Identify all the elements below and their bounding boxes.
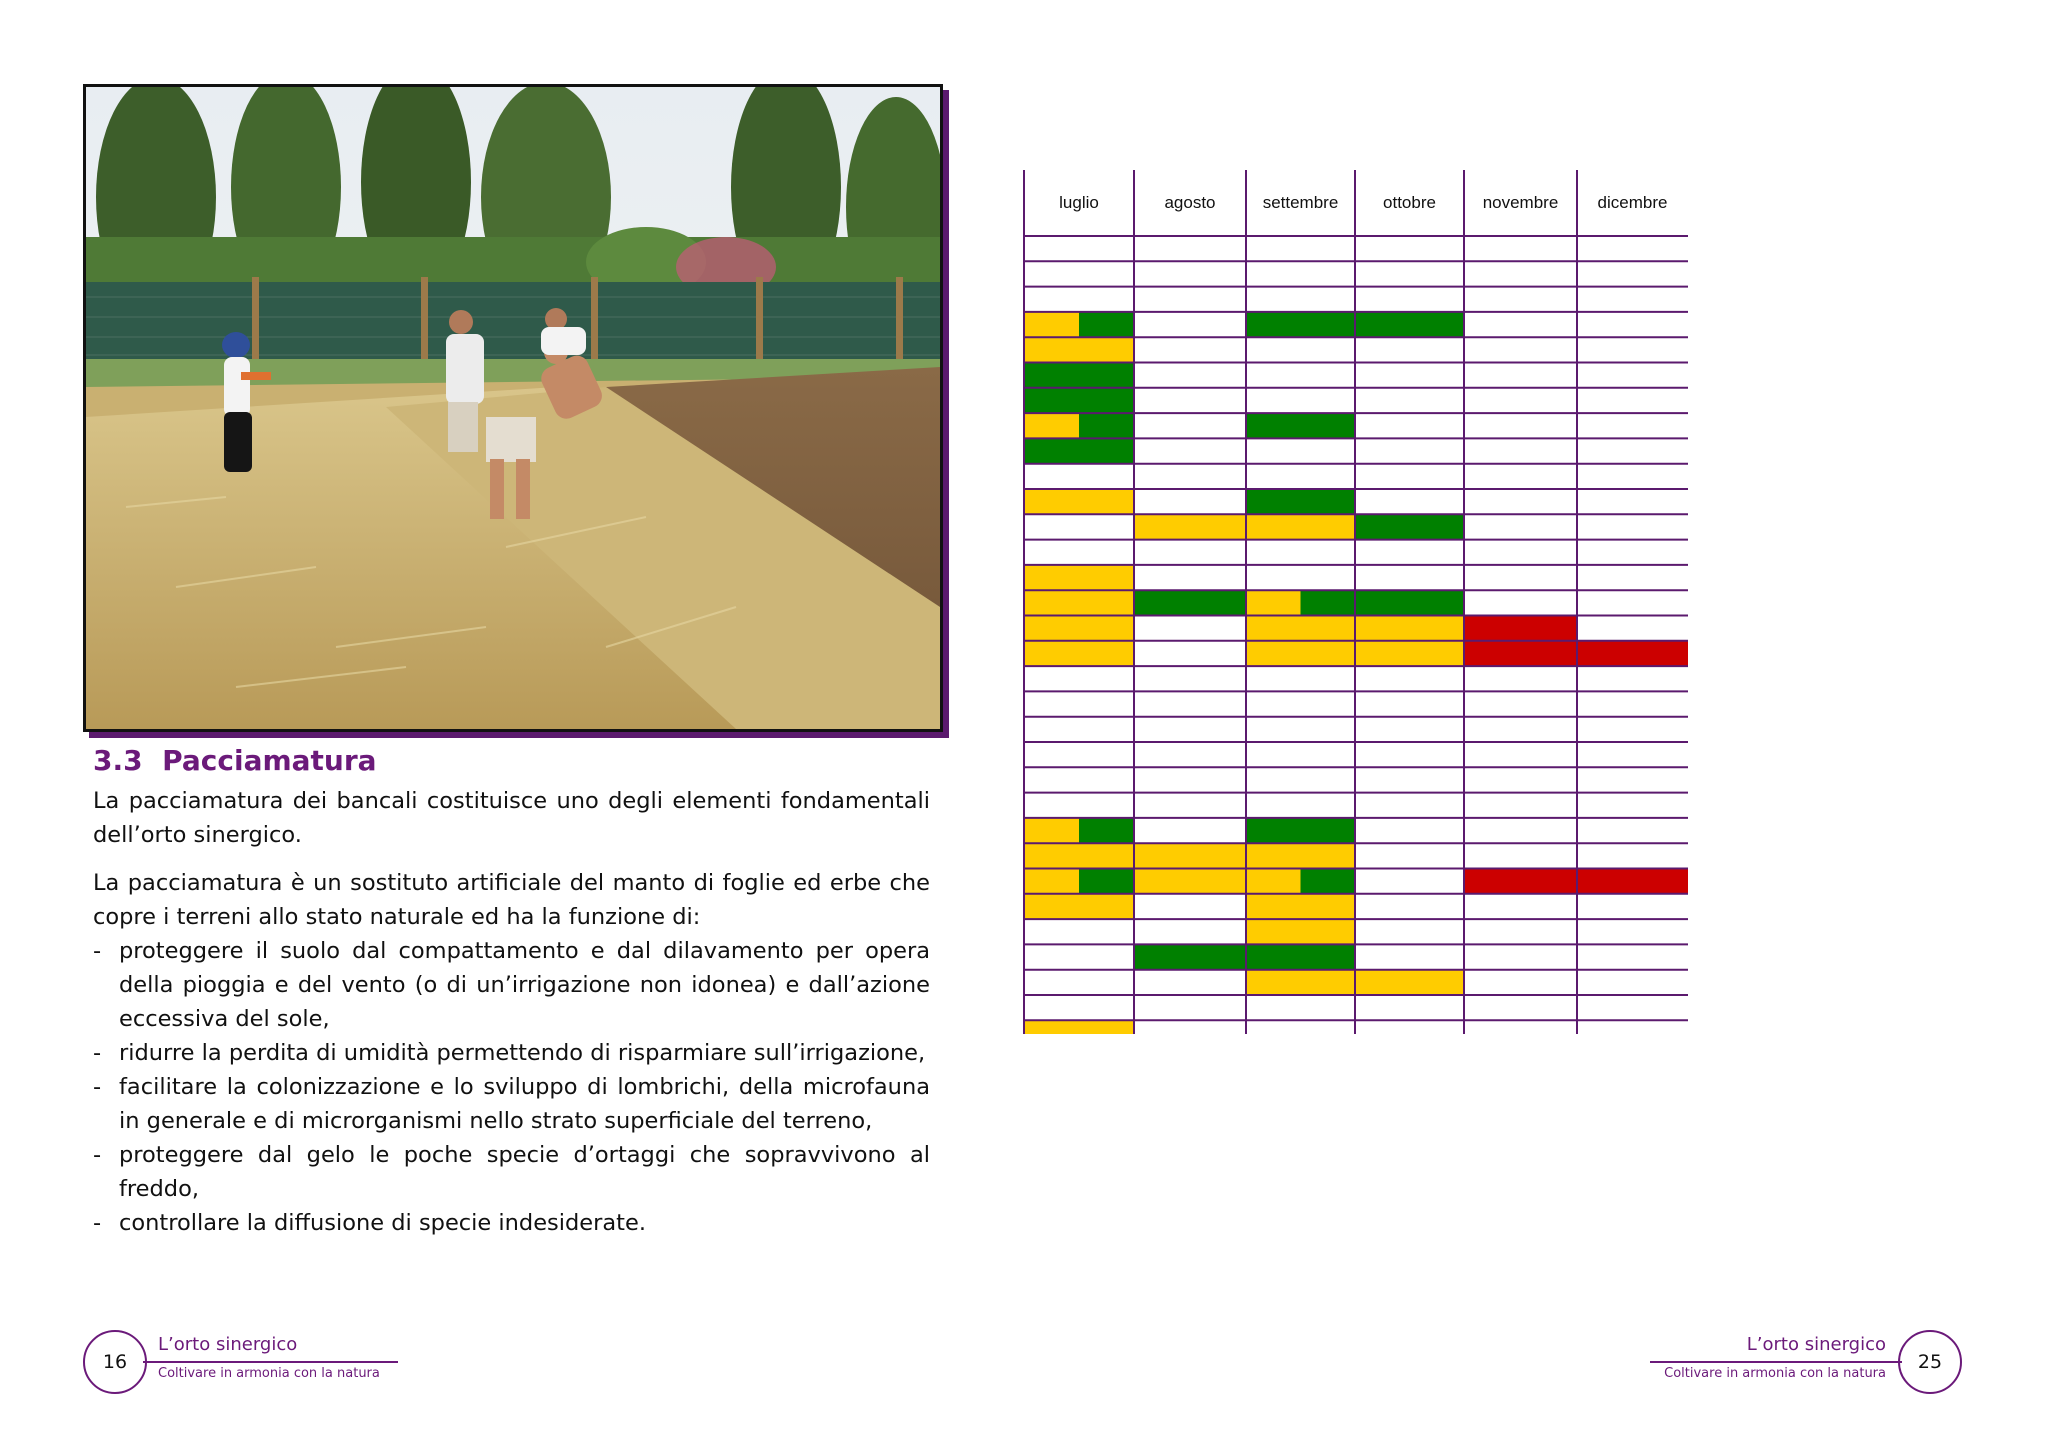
calendar-cell-fill <box>1301 869 1356 894</box>
calendar-cell-fill <box>1024 489 1134 514</box>
calendar-cell-fill <box>1246 489 1355 514</box>
calendar-cell-fill <box>1024 843 1355 868</box>
list-item: - ridurre la perdita di umidità permettendo di risparmiare sull’irrigazione, <box>93 1036 930 1070</box>
paragraph-1: La pacciamatura dei bancali costituisce uno degli elementi fondamentali dell’orto sinergico. <box>93 788 930 848</box>
calendar-cell-fill <box>1024 641 1134 666</box>
list-item: - proteggere il suolo dal compattamento e dal dilavamento per opera della pioggia e del vento (o di un’irrigazione non idonea) e dall’azione eccessiva del sole, <box>93 934 930 1036</box>
footer-subtitle: Coltivare in armonia con la natura <box>158 1366 380 1381</box>
calendar-cell-fill <box>1134 590 1246 615</box>
calendar-cell-fill <box>1246 894 1355 919</box>
list-item: - controllare la diffusione di specie indesiderate. <box>93 1206 930 1240</box>
calendar-cell-fill <box>1024 590 1134 615</box>
calendar-cell-fill <box>1246 413 1355 438</box>
calendar-cell-fill <box>1301 590 1465 615</box>
calendar-cell-fill <box>1246 919 1355 944</box>
calendar-cell-fill <box>1024 312 1079 337</box>
page-number: 16 <box>83 1330 147 1394</box>
footer-right <box>1640 1330 1962 1394</box>
footer-rule <box>143 1361 398 1363</box>
calendar-cell-fill <box>1134 944 1355 969</box>
month-header-novembre: novembre <box>1482 193 1559 212</box>
calendar-cell-fill <box>1024 413 1079 438</box>
month-header-ottobre: ottobre <box>1383 193 1436 212</box>
calendar-cell-fill <box>1079 869 1134 894</box>
page-number: 25 <box>1898 1330 1962 1394</box>
month-header-dicembre: dicembre <box>1597 193 1668 212</box>
footer-left <box>83 1330 413 1394</box>
calendar-cell-fill <box>1079 413 1134 438</box>
planting-calendar <box>1022 170 1690 1038</box>
calendar-cell-fill <box>1134 869 1301 894</box>
section-number: 3.3 <box>93 744 143 777</box>
section-heading <box>93 744 377 777</box>
footer-subtitle: Coltivare in armonia con la natura <box>1664 1366 1886 1381</box>
footer-title: L’orto sinergico <box>1746 1334 1886 1355</box>
calendar-cell-fill <box>1024 337 1134 362</box>
calendar-cell-fill <box>1024 869 1079 894</box>
calendar-cell-fill <box>1134 514 1355 539</box>
calendar-cell-fill <box>1246 818 1355 843</box>
calendar-cell-fill <box>1464 616 1577 641</box>
calendar-cell-fill <box>1024 363 1134 388</box>
calendar-grid <box>1022 170 1690 1034</box>
month-header-luglio: luglio <box>1059 193 1099 212</box>
calendar-cell-fill <box>1024 1020 1134 1034</box>
list-item: - proteggere dal gelo le poche specie d’ortaggi che sopravvivono al freddo, <box>93 1138 930 1206</box>
list-item: - facilitare la colonizzazione e lo sviluppo di lombrichi, della microfauna in generale e di microrganismi nello strato superficiale del terreno, <box>93 1070 930 1138</box>
footer-title: L’orto sinergico <box>158 1334 298 1355</box>
function-list <box>93 934 930 1240</box>
month-header-settembre: settembre <box>1262 193 1339 212</box>
calendar-cell-fill <box>1079 818 1134 843</box>
body-text <box>93 784 930 1240</box>
calendar-cell-fill <box>1024 388 1134 413</box>
calendar-cell-fill <box>1024 565 1134 590</box>
calendar-cell-fill <box>1024 616 1134 641</box>
mulching-photo <box>83 84 943 732</box>
paragraph-2: La pacciamatura è un sostituto artificiale del manto di foglie ed erbe che copre i terreni allo stato naturale ed ha la funzione di: <box>93 870 930 930</box>
calendar-cell-fill <box>1355 514 1464 539</box>
calendar-cell-fill <box>1246 590 1301 615</box>
calendar-cell-fill <box>1024 438 1134 463</box>
section-title: Pacciamatura <box>162 744 377 777</box>
calendar-cell-fill <box>1024 894 1134 919</box>
calendar-cell-fill <box>1079 312 1134 337</box>
month-header-agosto: agosto <box>1164 193 1216 212</box>
footer-rule <box>1650 1361 1902 1363</box>
calendar-cell-fill <box>1024 818 1079 843</box>
mulching-photo-illustration <box>86 87 940 729</box>
